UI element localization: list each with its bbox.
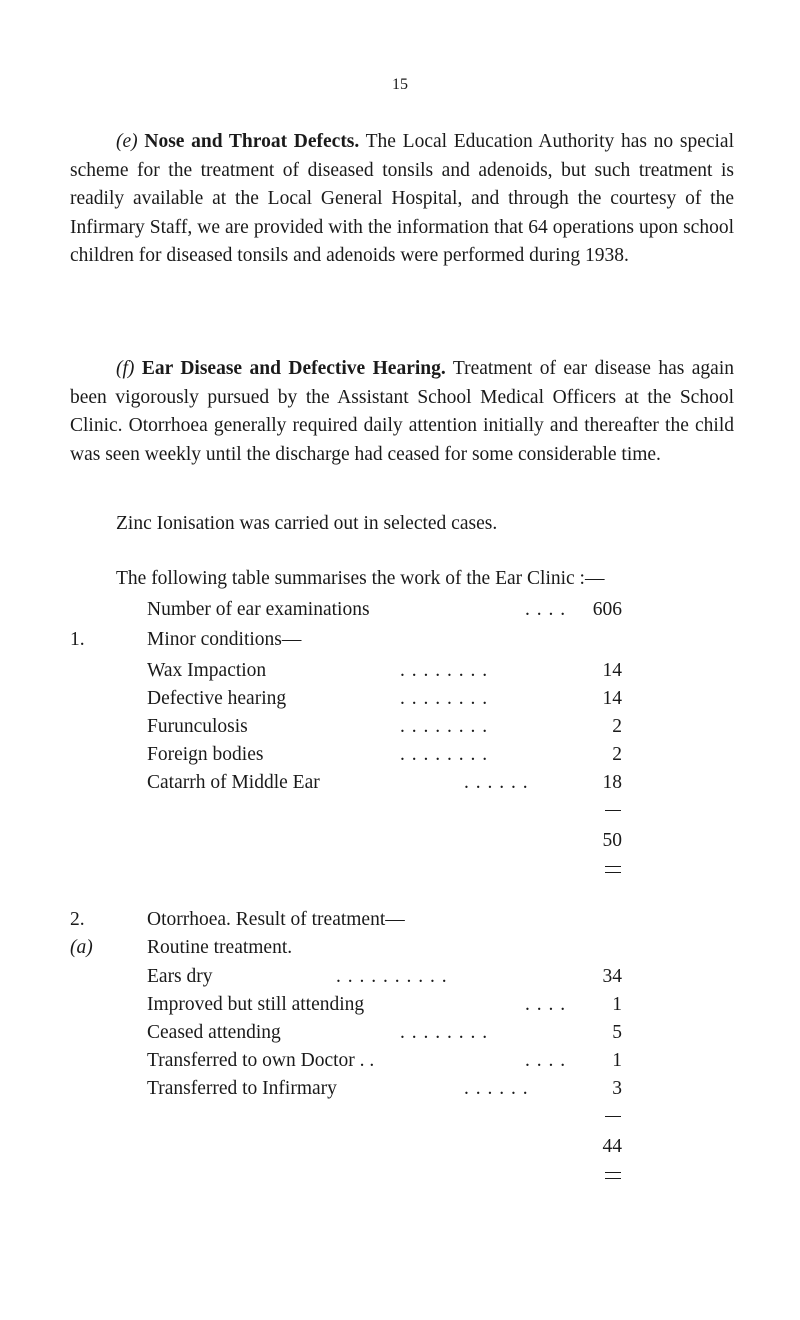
row-leader-dots: . . . . . . . . [400, 716, 489, 737]
row-leader-dots: . . . . . . [464, 772, 529, 793]
table-row [0, 1048, 800, 1074]
group-1-heading: Minor conditions— [147, 629, 302, 650]
row-label: Wax Impaction [147, 660, 267, 681]
row-value: 2 [612, 716, 622, 737]
total-double-rule [605, 1172, 621, 1179]
row-leader-dots: . . . . [525, 599, 567, 620]
row-value: 14 [602, 688, 622, 709]
group-2a-heading-row [0, 935, 800, 961]
zinc-ionisation-text: Zinc Ionisation was carried out in selected cases. [116, 513, 498, 534]
row-value: 2 [612, 744, 622, 765]
table-row [0, 686, 800, 712]
page-number: 15 [392, 76, 408, 93]
row-leader-dots: . . . . . . . . [400, 744, 489, 765]
table-row [0, 992, 800, 1018]
section-e-paragraph [70, 128, 734, 271]
row-leader-dots: . . . . [525, 1050, 567, 1071]
row-label: Defective hearing [147, 688, 287, 709]
group-1-heading-row [0, 627, 800, 653]
group-2a-heading: Routine treatment. [147, 937, 293, 958]
group-1-total-row [0, 828, 800, 854]
group-2-total-row [0, 1134, 800, 1160]
row-label: Ears dry [147, 966, 213, 987]
section-e-text: The Local Education Authority has no special scheme for the treatment of diseased tonsils and adenoids, but such treatment is readily available at the Local General Hospital, and through the courtesy of the Infirmary Staff, we are provided with the information that 64 operations upon school children for diseased tonsils and adenoids were performed during 1938. [70, 131, 734, 267]
group-2-heading: Otorrhoea. Result of treatment— [147, 909, 405, 930]
group-1-total: 50 [602, 830, 622, 851]
row-value: 14 [602, 660, 622, 681]
group-2-total: 44 [602, 1136, 622, 1157]
table-row [0, 658, 800, 684]
row-value: 606 [592, 599, 622, 620]
table-row [0, 714, 800, 740]
table-row [0, 1020, 800, 1046]
row-label: Number of ear examinations [147, 599, 370, 620]
group-2-heading-row [0, 907, 800, 933]
section-e-label: (e) [116, 131, 138, 152]
section-f-label: (f) [116, 358, 135, 379]
row-label: Improved but still attending [147, 994, 365, 1015]
row-label: Ceased attending [147, 1022, 281, 1043]
row-value: 1 [612, 994, 622, 1015]
table-row [0, 770, 800, 796]
section-e-heading: Nose and Throat Defects. [144, 131, 360, 152]
row-label: Transferred to Infirmary [147, 1078, 337, 1099]
section-f-heading: Ear Disease and Defective Hearing. [141, 358, 446, 379]
table-intro: The following table summarises the work of the Ear Clinic :— [116, 568, 605, 589]
total-double-rule [605, 866, 621, 873]
row-leader-dots: . . . . . . . . [400, 1022, 489, 1043]
group-1-number: 1. [70, 629, 85, 650]
row-value: 3 [612, 1078, 622, 1099]
row-label: Furunculosis [147, 716, 248, 737]
row-label: Foreign bodies [147, 744, 264, 765]
row-leader-dots: . . . . . . . . [400, 660, 489, 681]
row-value: 5 [612, 1022, 622, 1043]
row-leader-dots: . . . . . . . . . . [336, 966, 448, 987]
group-2a-number: (a) [70, 937, 93, 958]
table-row-total-examinations [0, 597, 800, 623]
section-f-paragraph [70, 355, 734, 469]
subtotal-rule [605, 810, 621, 811]
subtotal-rule [605, 1116, 621, 1117]
row-value: 1 [612, 1050, 622, 1071]
group-2-number: 2. [70, 909, 85, 930]
row-leader-dots: . . . . . . [464, 1078, 529, 1099]
table-row [0, 742, 800, 768]
row-value: 34 [602, 966, 622, 987]
row-leader-dots: . . . . . . . . [400, 688, 489, 709]
section-f-text: Treatment of ear disease has again been vigorously pursued by the Assistant School Medical Officers at the School Clinic. Otorrhoea generally required daily attention initially and thereafter the child was seen weekly until the discharge had ceased for some considerable time. [70, 358, 734, 465]
row-leader-dots: . . . . [525, 994, 567, 1015]
table-row [0, 1076, 800, 1102]
table-row [0, 964, 800, 990]
row-label: Catarrh of Middle Ear [147, 772, 320, 793]
row-value: 18 [602, 772, 622, 793]
row-label: Transferred to own Doctor . . [147, 1050, 375, 1071]
